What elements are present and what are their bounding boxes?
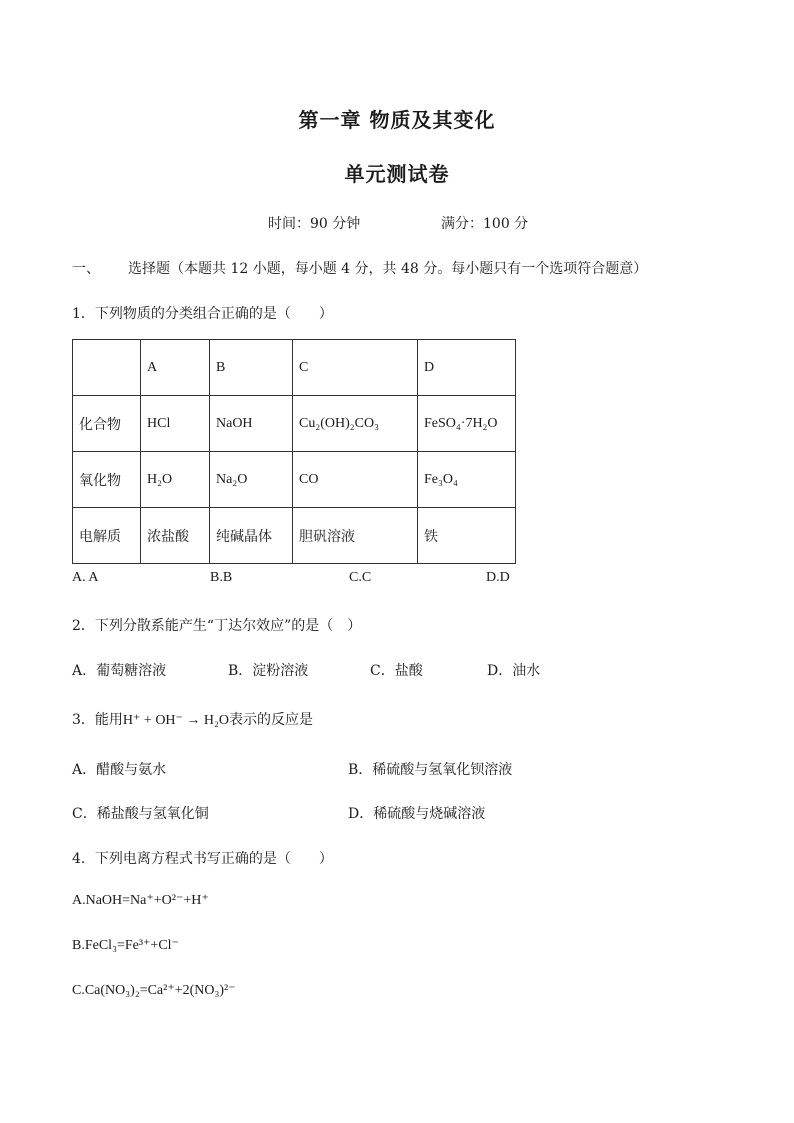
table-cell: CO	[293, 452, 418, 508]
table-cell: FeSO₄·7H₂O	[418, 396, 516, 452]
table-row-label: 电解质	[73, 508, 141, 564]
table-header-row	[73, 340, 516, 396]
table-cell: Fe₃O₄	[418, 452, 516, 508]
page-subtitle: 单元测试卷	[344, 162, 450, 186]
q1-option-d: D.D	[486, 570, 510, 585]
q3-option-a: A．醋酸与氨水	[72, 762, 167, 778]
time-label: 时间：90 分钟	[268, 216, 361, 232]
question-2-stem: 2．下列分散系能产生“丁达尔效应”的是（ ）	[72, 618, 362, 634]
q4-option-b: B.FeCl₃=Fe³⁺+Cl⁻	[72, 938, 179, 953]
classification-table	[72, 339, 516, 564]
q3-stem-prefix: 3．能用	[72, 712, 123, 728]
table-cell: Cu₂(OH)₂CO₃	[293, 396, 418, 452]
question-3-stem	[72, 709, 313, 729]
q2-option-b: B．淀粉溶液	[228, 663, 309, 679]
table-cell: Na₂O	[210, 452, 293, 508]
table-row	[73, 396, 516, 452]
table-row	[73, 508, 516, 564]
q2-option-a: A．葡萄糖溶液	[72, 663, 167, 679]
table-cell: 铁	[418, 508, 516, 564]
q3-stem-suffix: 表示的反应是	[229, 712, 314, 728]
q2-option-c: C．盐酸	[370, 663, 423, 679]
table-cell: 胆矾溶液	[293, 508, 418, 564]
q4-option-a: A.NaOH=Na⁺+O²⁻+H⁺	[72, 893, 209, 908]
table-cell: NaOH	[210, 396, 293, 452]
question-1-stem: 1．下列物质的分类组合正确的是（ ）	[72, 306, 333, 322]
section-number: 一、	[72, 261, 100, 277]
q3-option-d: D．稀硫酸与烧碱溶液	[348, 806, 486, 822]
q4-option-c: C.Ca(NO₃)₂=Ca²⁺+2(NO₃)²⁻	[72, 983, 236, 998]
table-cell: HCl	[141, 396, 210, 452]
q3-equation: H⁺ + OH⁻ → H₂O	[122, 713, 230, 728]
table-cell: 浓盐酸	[141, 508, 210, 564]
q1-option-b: B.B	[210, 570, 233, 585]
q2-option-d: D．油水	[487, 663, 541, 679]
q3-option-b: B．稀硫酸与氢氧化钡溶液	[348, 762, 513, 778]
table-cell: 纯碱晶体	[210, 508, 293, 564]
table-header-cell: B	[210, 340, 293, 396]
table-cell: H₂O	[141, 452, 210, 508]
score-label: 满分：100 分	[441, 216, 529, 232]
table-header-cell	[73, 340, 141, 396]
table-row-label: 氧化物	[73, 452, 141, 508]
q3-option-c: C．稀盐酸与氢氧化铜	[72, 806, 209, 822]
section-instructions: 选择题（本题共 12 小题，每小题 4 分，共 48 分。每小题只有一个选项符合题意）	[128, 261, 648, 277]
table-row	[73, 452, 516, 508]
table-header-cell: D	[418, 340, 516, 396]
table-header-cell: A	[141, 340, 210, 396]
q1-option-a: A. A	[72, 570, 99, 585]
page-title: 第一章 物质及其变化	[298, 108, 496, 132]
question-4-stem: 4．下列电离方程式书写正确的是（ ）	[72, 851, 333, 867]
q1-option-c: C.C	[349, 570, 372, 585]
table-header-cell: C	[293, 340, 418, 396]
table-row-label: 化合物	[73, 396, 141, 452]
